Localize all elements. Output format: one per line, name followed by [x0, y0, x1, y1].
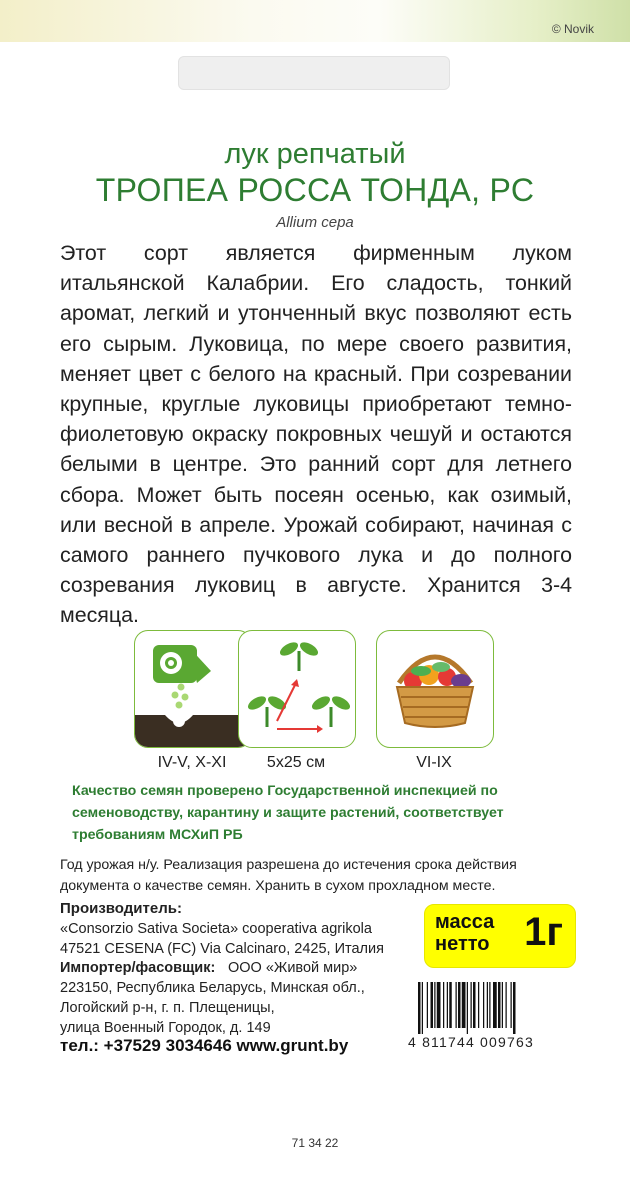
barcode-number: 4 811744 009763 — [408, 1034, 534, 1050]
manufacturer-heading: Производитель: — [60, 900, 182, 917]
barcode-bar — [462, 982, 466, 1028]
net-weight-value: 1г — [524, 910, 563, 954]
latin-name: Allium cepa — [276, 214, 354, 231]
net-weight-badge — [424, 904, 576, 968]
barcode-bar — [434, 982, 435, 1028]
barcode-bar — [447, 982, 448, 1028]
barcode-bar — [513, 982, 516, 1034]
barcode-bar — [437, 982, 441, 1028]
quality-note: Качество семян проверено Государственной инспекцией по семеноводству, карантину и защите растений, соответствует требованиям МСХиП РБ — [72, 783, 504, 843]
barcode-bar — [473, 982, 476, 1028]
barcode-bar — [449, 982, 452, 1028]
sowing-icon-box — [134, 630, 252, 748]
importer-address-line: улица Военный Городок, д. 149 — [60, 1020, 271, 1036]
variety-description: Этот сорт является фирменным луком итальянской Калабрии. Его сладость, тонкий аромат, легкий и утонченный вкус позволяют есть его сырым. Луковица, по мере своего развития, меняет цвет с белого на красный. При созревании крупные, круглые луковицы приобретают темно-фиолетовую окраску покровных чешуй и остаются белыми в центре. Это ранний сорт для летнего сбора. Может быть посеян осенью, как озимый, или весной в апреле. Урожай собирают, начиная с самого раннего пучкового лука и до полного созревания луковиц в августе. Хранится 3-4 месяца. — [60, 241, 572, 628]
barcode-bar — [427, 982, 428, 1028]
importer-address-line: 223150, Республика Беларусь, Минская обл., — [60, 980, 365, 996]
harvest-icon-box — [376, 630, 494, 748]
barcode — [418, 982, 574, 1034]
hang-tab — [178, 56, 450, 90]
barcode-bar — [506, 982, 507, 1028]
net-weight-label-2: нетто — [435, 933, 490, 955]
barcode-bar — [487, 982, 488, 1028]
spacing-icon — [239, 631, 355, 747]
barcode-bar — [418, 982, 421, 1034]
barcode-bar — [489, 982, 490, 1028]
copyright: © Novik — [551, 22, 594, 36]
sowing-icon — [135, 631, 251, 747]
contact-line: тел.: +37529 3034646 www.grunt.by — [60, 1036, 349, 1055]
barcode-bar — [456, 982, 457, 1028]
crop-type: лук репчатый — [224, 138, 406, 170]
net-weight-label — [435, 911, 494, 955]
harvest-basket-icon — [377, 631, 493, 747]
barcode-bar — [467, 982, 468, 1034]
barcode-bar — [431, 982, 434, 1028]
spacing-icon-box — [238, 630, 356, 748]
barcode-bar — [502, 982, 503, 1028]
barcode-bar — [498, 982, 501, 1028]
importer-address-line: Логойский р-н, г. п. Плещеницы, — [60, 1000, 275, 1016]
net-weight-label-1: масса — [435, 911, 495, 933]
spacing-label: 5x25 см — [266, 754, 326, 771]
storage-note: Год урожая н/у. Реализация разрешена до истечения срока действия документа о качестве семян. Хранить в сухом прохладном месте. — [60, 857, 517, 894]
importer-heading: Импортер/фасовщик: — [60, 960, 216, 976]
barcode-bar — [511, 982, 512, 1028]
barcode-bar — [483, 982, 484, 1028]
variety-title: ТРОПЕА РОССА ТОНДА, РС — [95, 172, 535, 208]
sowing-period-label: IV-V, X-XI — [157, 754, 227, 771]
barcode-bar — [443, 982, 444, 1028]
manufacturer-name: «Consorzio Sativa Societa» cooperativa agrikola — [60, 921, 372, 937]
harvest-period-label: VI-IX — [416, 754, 452, 771]
barcode-bar — [493, 982, 497, 1028]
top-photo-strip — [0, 0, 630, 42]
barcode-bar — [422, 982, 423, 1034]
barcode-bar — [478, 982, 479, 1028]
manufacturer-address: 47521 CESENA (FC) Via Calcinaro, 2425, Италия — [60, 941, 384, 957]
importer-name: ООО «Живой мир» — [228, 960, 358, 976]
batch-number: 71 34 22 — [291, 1136, 339, 1150]
barcode-bar — [471, 982, 472, 1028]
barcode-bar — [458, 982, 461, 1028]
